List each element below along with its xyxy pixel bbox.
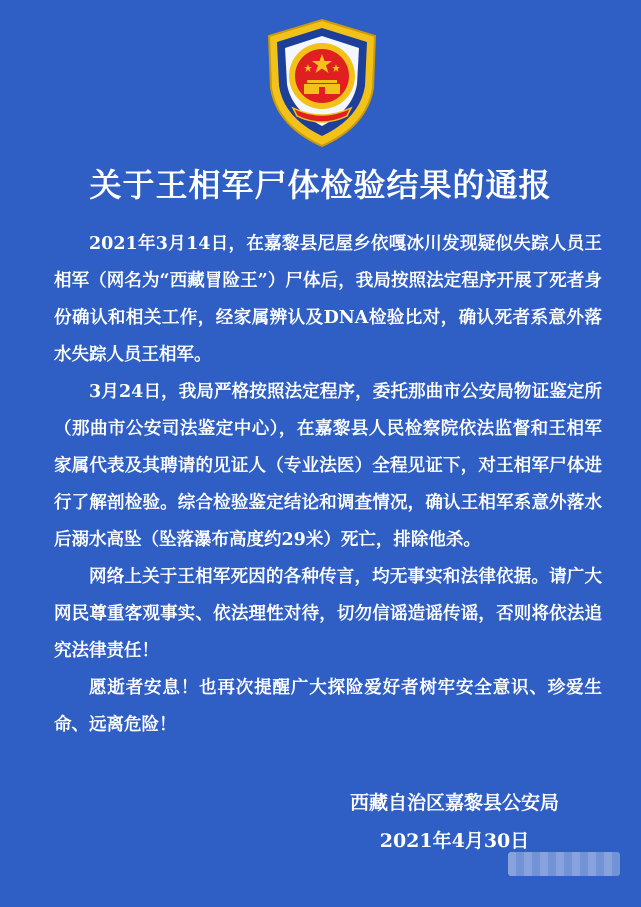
signature-date: 2021年4月30日	[379, 830, 530, 852]
paragraph-1: 2021年3月14日，在嘉黎县尼屋乡依嘎冰川发现疑似失踪人员王相军（网名为“西藏冒险王”）尸体后，我局按照法定程序开展了死者身份确认和相关工作，经家属辨认及DNA检验比对，确认死者系意外落水失踪人员王相军。	[54, 234, 602, 365]
paragraph-2: 3月24日，我局严格按照法定程序，委托那曲市公安局物证鉴定所（那曲市公安司法鉴定中心），在嘉黎县人民检察院依法监督和王相军家属代表及其聘请的见证人（专业法医）全程见证下，对王相军尸体进行了解剖检验。综合检验鉴定结论和调查情况，确认王相军系意外落水后溺水高坠（坠落瀑布高度约29米）死亡，排除他杀。	[54, 382, 602, 550]
paragraph-3: 网络上关于王相军死因的各种传言，均无事实和法律依据。请广大网民尊重客观事实、依法理性对待，切勿信谣造谣传谣，否则将依法追究法律责任！	[54, 567, 602, 661]
signature-org: 西藏自治区嘉黎县公安局	[349, 792, 559, 814]
blurred-watermark	[508, 852, 620, 876]
paragraph-4: 愿逝者安息！也再次提醒广大探险爱好者树牢安全意识、珍爱生命、远离危险！	[54, 678, 602, 735]
police-emblem-icon	[263, 18, 381, 150]
signature-block	[350, 784, 559, 860]
page-title: 关于王相军尸体检验结果的通报	[89, 166, 552, 204]
notice-body	[54, 226, 602, 744]
